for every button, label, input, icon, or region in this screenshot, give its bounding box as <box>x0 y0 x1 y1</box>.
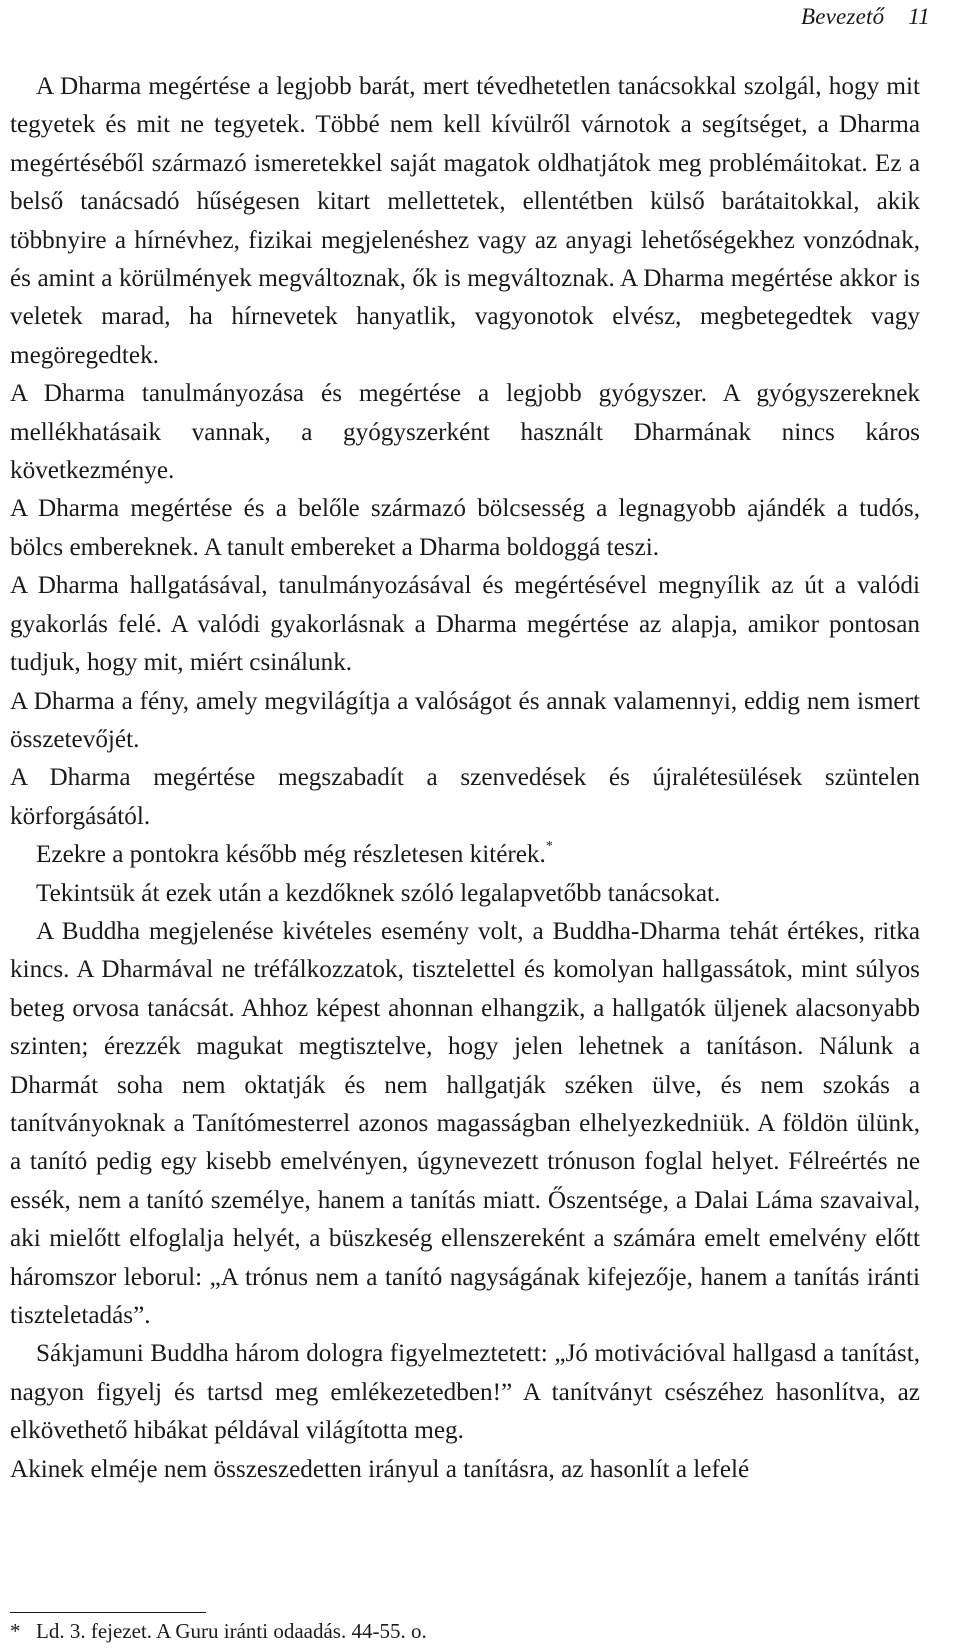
paragraph: Tekintsük át ezek után a kezdőknek szóló legalapvetőbb tanácsokat. <box>36 879 721 907</box>
footnote-marker: * <box>10 1619 21 1643</box>
paragraph: Akinek elméje nem összeszedetten irányul a tanításra, az hasonlít a lefelé <box>10 1455 750 1483</box>
footnote-text: Ld. 3. fejezet. A Guru iránti odaadás. 44-55. o. <box>36 1619 427 1643</box>
paragraph: A Dharma tanulmányozása és megértése a legjobb gyógyszer. A gyógyszereknek mellékhatásaik vannak, a gyógyszerként használt Dharmának nincs káros következménye. <box>10 380 920 485</box>
footnote <box>10 1618 427 1644</box>
paragraph: A Dharma hallgatásával, tanulmányozásával és megértésével megnyílik az út a valódi gyakorlás felé. A valódi gyakorlásnak a Dharma megértése az alapja, amikor pontosan tudjuk, hogy mit, miért csinálunk. <box>10 572 920 677</box>
paragraph: A Dharma megértése megszabadít a szenvedések és újralétesülések szüntelen körforgásától. <box>10 764 920 830</box>
page-number: 11 <box>908 4 930 29</box>
paragraph: A Dharma a fény, amely megvilágítja a valóságot és annak valamennyi, eddig nem ismert összetevőjét. <box>10 687 920 753</box>
paragraph: A Dharma megértése és a belőle származó bölcsesség a legnagyobb ajándék a tudós, bölcs embereknek. A tanult embereket a Dharma boldoggá teszi. <box>10 495 920 561</box>
footnote-reference[interactable]: * <box>545 839 553 855</box>
paragraph: A Buddha megjelenése kivételes esemény volt, a Buddha-Dharma tehát értékes, ritka kincs. A Dharmával ne tréfálkozzatok, tisztelettel és komolyan hallgassátok, mint súlyos beteg orvosa tanácsát. Ahhoz képest ahonnan elhangzik, a hallgatók üljenek alacsonyabb szinten; érezzék magukat megtisztelve, hogy jelen lehetnek a tanításon. Nálunk a Dharmát soha nem oktatják és nem hallgatják széken ülve, és nem szokás a tanítványoknak a Tanítómesterrel azonos magasságban elhelyezkedniük. A földön ülünk, a tanító pedig egy kisebb emelvényen, úgynevezett trónuson foglal helyet. Félreértés ne essék, nem a tanító személye, hanem a tanítás miatt. Őszentsége, a Dalai Láma szavaival, aki mielőtt elfoglalja helyét, a büszkeség ellenszereként a számára emelt emelvény előtt háromszor leborul: „A trónus nem a tanító nagyságának kifejezője, hanem a tanítás iránti tiszteletadás”. <box>10 917 920 1329</box>
paragraph: A Dharma megértése a legjobb barát, mert tévedhetetlen tanácsokkal szolgál, hogy mit tegyetek és mit ne tegyetek. Többé nem kell kívülről várnotok a segítséget, a Dharma megértéséből származó ismeretekkel saját magatok oldhatjátok meg problémáitokat. Ez a belső tanácsadó hűségesen kitart mellettetek, ellentétben külső barátaitokkal, akik többnyire a hírnévhez, fizikai megjelenéshez vagy az anyagi lehetőségekhez vonzódnak, és amint a körülmények megváltoznak, ők is megváltoznak. A Dharma megértése akkor is veletek marad, ha hírnevetek hanyatlik, vagyonotok elvész, megbetegedtek vagy megöregedtek. <box>10 73 920 369</box>
section-title: Bevezető <box>800 4 885 29</box>
paragraph: Sákjamuni Buddha három dologra figyelmeztetett: „Jó motivációval hallgasd a tanítást, nagyon figyelj és tartsd meg emlékezetedben!” A tanítványt csészéhez hasonlítva, az elkövethető hibákat példával világította meg. <box>10 1340 920 1445</box>
footnote-separator <box>10 1612 206 1613</box>
paragraph-with-footnote <box>10 836 920 874</box>
running-header <box>801 4 930 30</box>
body-text <box>10 68 920 1489</box>
paragraph-text: Ezekre a pontokra később még részletesen kitérek. <box>36 841 546 869</box>
